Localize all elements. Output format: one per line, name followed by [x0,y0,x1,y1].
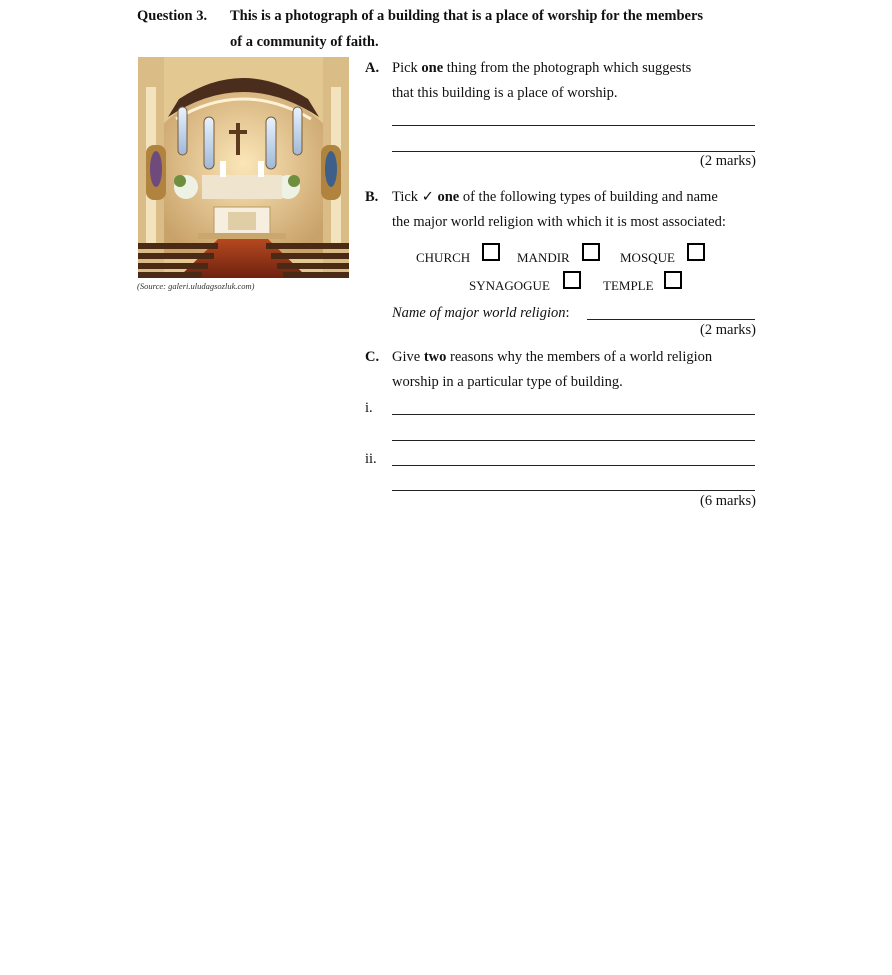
option-synagogue-checkbox[interactable] [563,271,581,289]
part-a-line2: that this building is a place of worship. [392,85,618,101]
item-ii-answer-line-1[interactable] [392,465,755,466]
religion-name-label: Name of major world religion: [392,305,570,321]
item-i-answer-line-1[interactable] [392,414,755,415]
part-a-answer-line-2[interactable] [392,151,755,152]
part-c-marks: (6 marks) [700,493,756,509]
option-mosque-label: MOSQUE [620,250,675,265]
option-mosque-checkbox[interactable] [687,243,705,261]
item-i-answer-line-2[interactable] [392,440,755,441]
option-church-checkbox[interactable] [482,243,500,261]
option-synagogue-label: SYNAGOGUE [469,278,550,293]
part-b-marks: (2 marks) [700,322,756,338]
part-a-letter: A. [365,60,380,76]
part-b-line1: Tick ✓ one of the following types of building and name [392,189,718,205]
question-title-line1: This is a photograph of a building that is a place of worship for the members [230,8,704,24]
church-interior-illustration [138,57,349,278]
part-a-answer-line-1[interactable] [392,125,755,126]
item-i-label: i. [365,400,373,416]
question-title-line2: of a community of faith. [230,34,379,50]
item-ii-label: ii. [365,451,377,467]
tick-mark-icon: ✓ [421,189,434,205]
photo-source-caption: (Source: galeri.uludagsozluk.com) [137,281,255,291]
part-c-letter: C. [365,349,380,365]
option-mandir-checkbox[interactable] [582,243,600,261]
option-church-label: CHURCH [416,250,471,265]
item-ii-answer-line-2[interactable] [392,490,755,491]
church-interior-photo [138,57,349,278]
question-number: Question 3. [137,8,208,24]
part-a-marks: (2 marks) [700,153,756,169]
option-temple-checkbox[interactable] [664,271,682,289]
religion-name-answer-line[interactable] [587,319,755,320]
part-b-line2: the major world religion with which it is most associated: [392,214,726,230]
part-c-line1: Give two reasons why the members of a world religion [392,349,713,365]
option-mandir-label: MANDIR [517,250,570,265]
part-a-line1: Pick one thing from the photograph which suggests [392,60,692,76]
part-c-line2: worship in a particular type of building. [392,374,623,390]
part-b-letter: B. [365,189,379,205]
option-temple-label: TEMPLE [603,278,654,293]
